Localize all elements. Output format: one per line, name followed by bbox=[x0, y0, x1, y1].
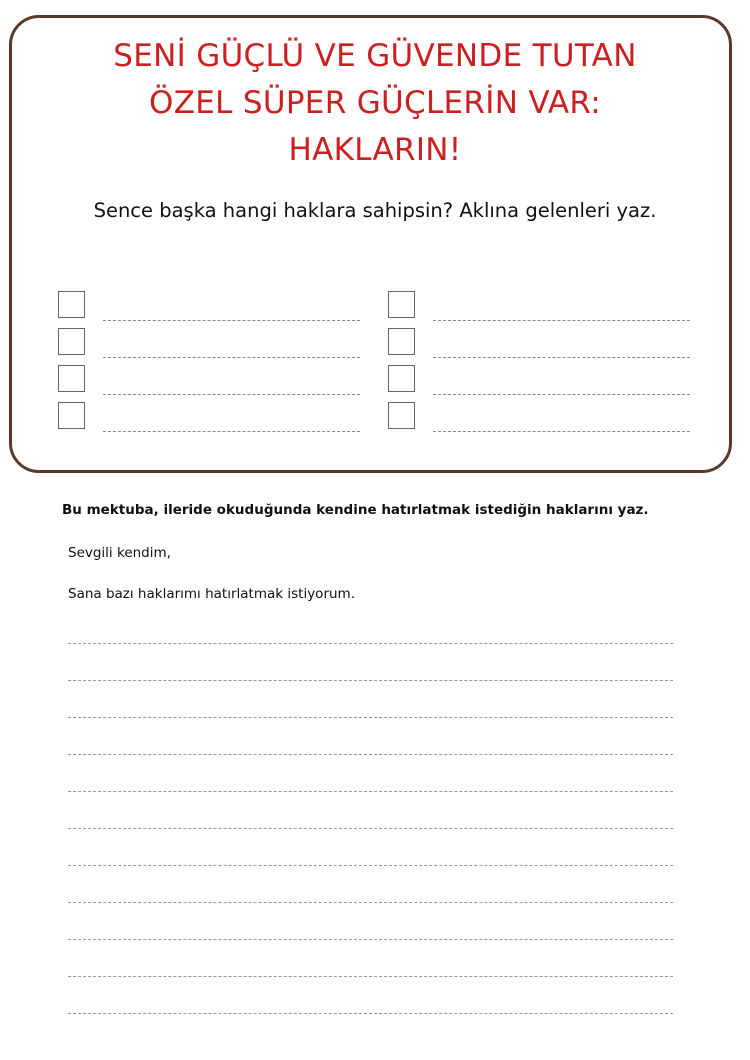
checklist-row bbox=[58, 401, 361, 438]
letter-opening: Sana bazı haklarımı hatırlatmak istiyorum. bbox=[68, 586, 355, 602]
checkbox[interactable] bbox=[58, 365, 85, 392]
letter-line[interactable] bbox=[68, 865, 673, 902]
letter-line[interactable] bbox=[68, 791, 673, 828]
letter-line[interactable] bbox=[68, 902, 673, 939]
letter-line[interactable] bbox=[68, 828, 673, 865]
checklist-left bbox=[58, 290, 361, 438]
checkbox[interactable] bbox=[388, 291, 415, 318]
letter-line[interactable] bbox=[68, 643, 673, 680]
write-line[interactable] bbox=[433, 357, 690, 358]
letter-salutation: Sevgili kendim, bbox=[68, 545, 171, 561]
title-line-2: ÖZEL SÜPER GÜÇLERİN VAR: bbox=[149, 85, 601, 121]
letter-instruction: Bu mektuba, ileride okuduğunda kendine hatırlatmak istediğin haklarını yaz. bbox=[62, 502, 649, 518]
checkbox[interactable] bbox=[58, 402, 85, 429]
checklist-right bbox=[388, 290, 691, 438]
checklist-row bbox=[388, 364, 691, 401]
checklist-row bbox=[58, 290, 361, 327]
write-line[interactable] bbox=[103, 320, 360, 321]
checklist-row bbox=[58, 327, 361, 364]
write-line[interactable] bbox=[433, 320, 690, 321]
checklist-row bbox=[388, 401, 691, 438]
checklist-row bbox=[388, 327, 691, 364]
letter-line[interactable] bbox=[68, 680, 673, 717]
write-line[interactable] bbox=[103, 357, 360, 358]
checkbox[interactable] bbox=[58, 328, 85, 355]
letter-line[interactable] bbox=[68, 1013, 673, 1050]
checkbox[interactable] bbox=[388, 402, 415, 429]
question-text: Sence başka hangi haklara sahipsin? Aklına gelenleri yaz. bbox=[93, 199, 657, 222]
page-title bbox=[40, 33, 710, 174]
checklist-row bbox=[388, 290, 691, 327]
write-line[interactable] bbox=[433, 431, 690, 432]
title-line-3: HAKLARIN! bbox=[288, 132, 462, 168]
checkbox[interactable] bbox=[58, 291, 85, 318]
write-line[interactable] bbox=[433, 394, 690, 395]
checkbox[interactable] bbox=[388, 328, 415, 355]
checkbox[interactable] bbox=[388, 365, 415, 392]
checklist-row bbox=[58, 364, 361, 401]
write-line[interactable] bbox=[103, 394, 360, 395]
letter-writing-area bbox=[68, 643, 673, 1050]
letter-line[interactable] bbox=[68, 754, 673, 791]
letter-line[interactable] bbox=[68, 717, 673, 754]
letter-line[interactable] bbox=[68, 976, 673, 1013]
title-line-1: SENİ GÜÇLÜ VE GÜVENDE TUTAN bbox=[113, 38, 637, 74]
letter-line[interactable] bbox=[68, 939, 673, 976]
write-line[interactable] bbox=[103, 431, 360, 432]
